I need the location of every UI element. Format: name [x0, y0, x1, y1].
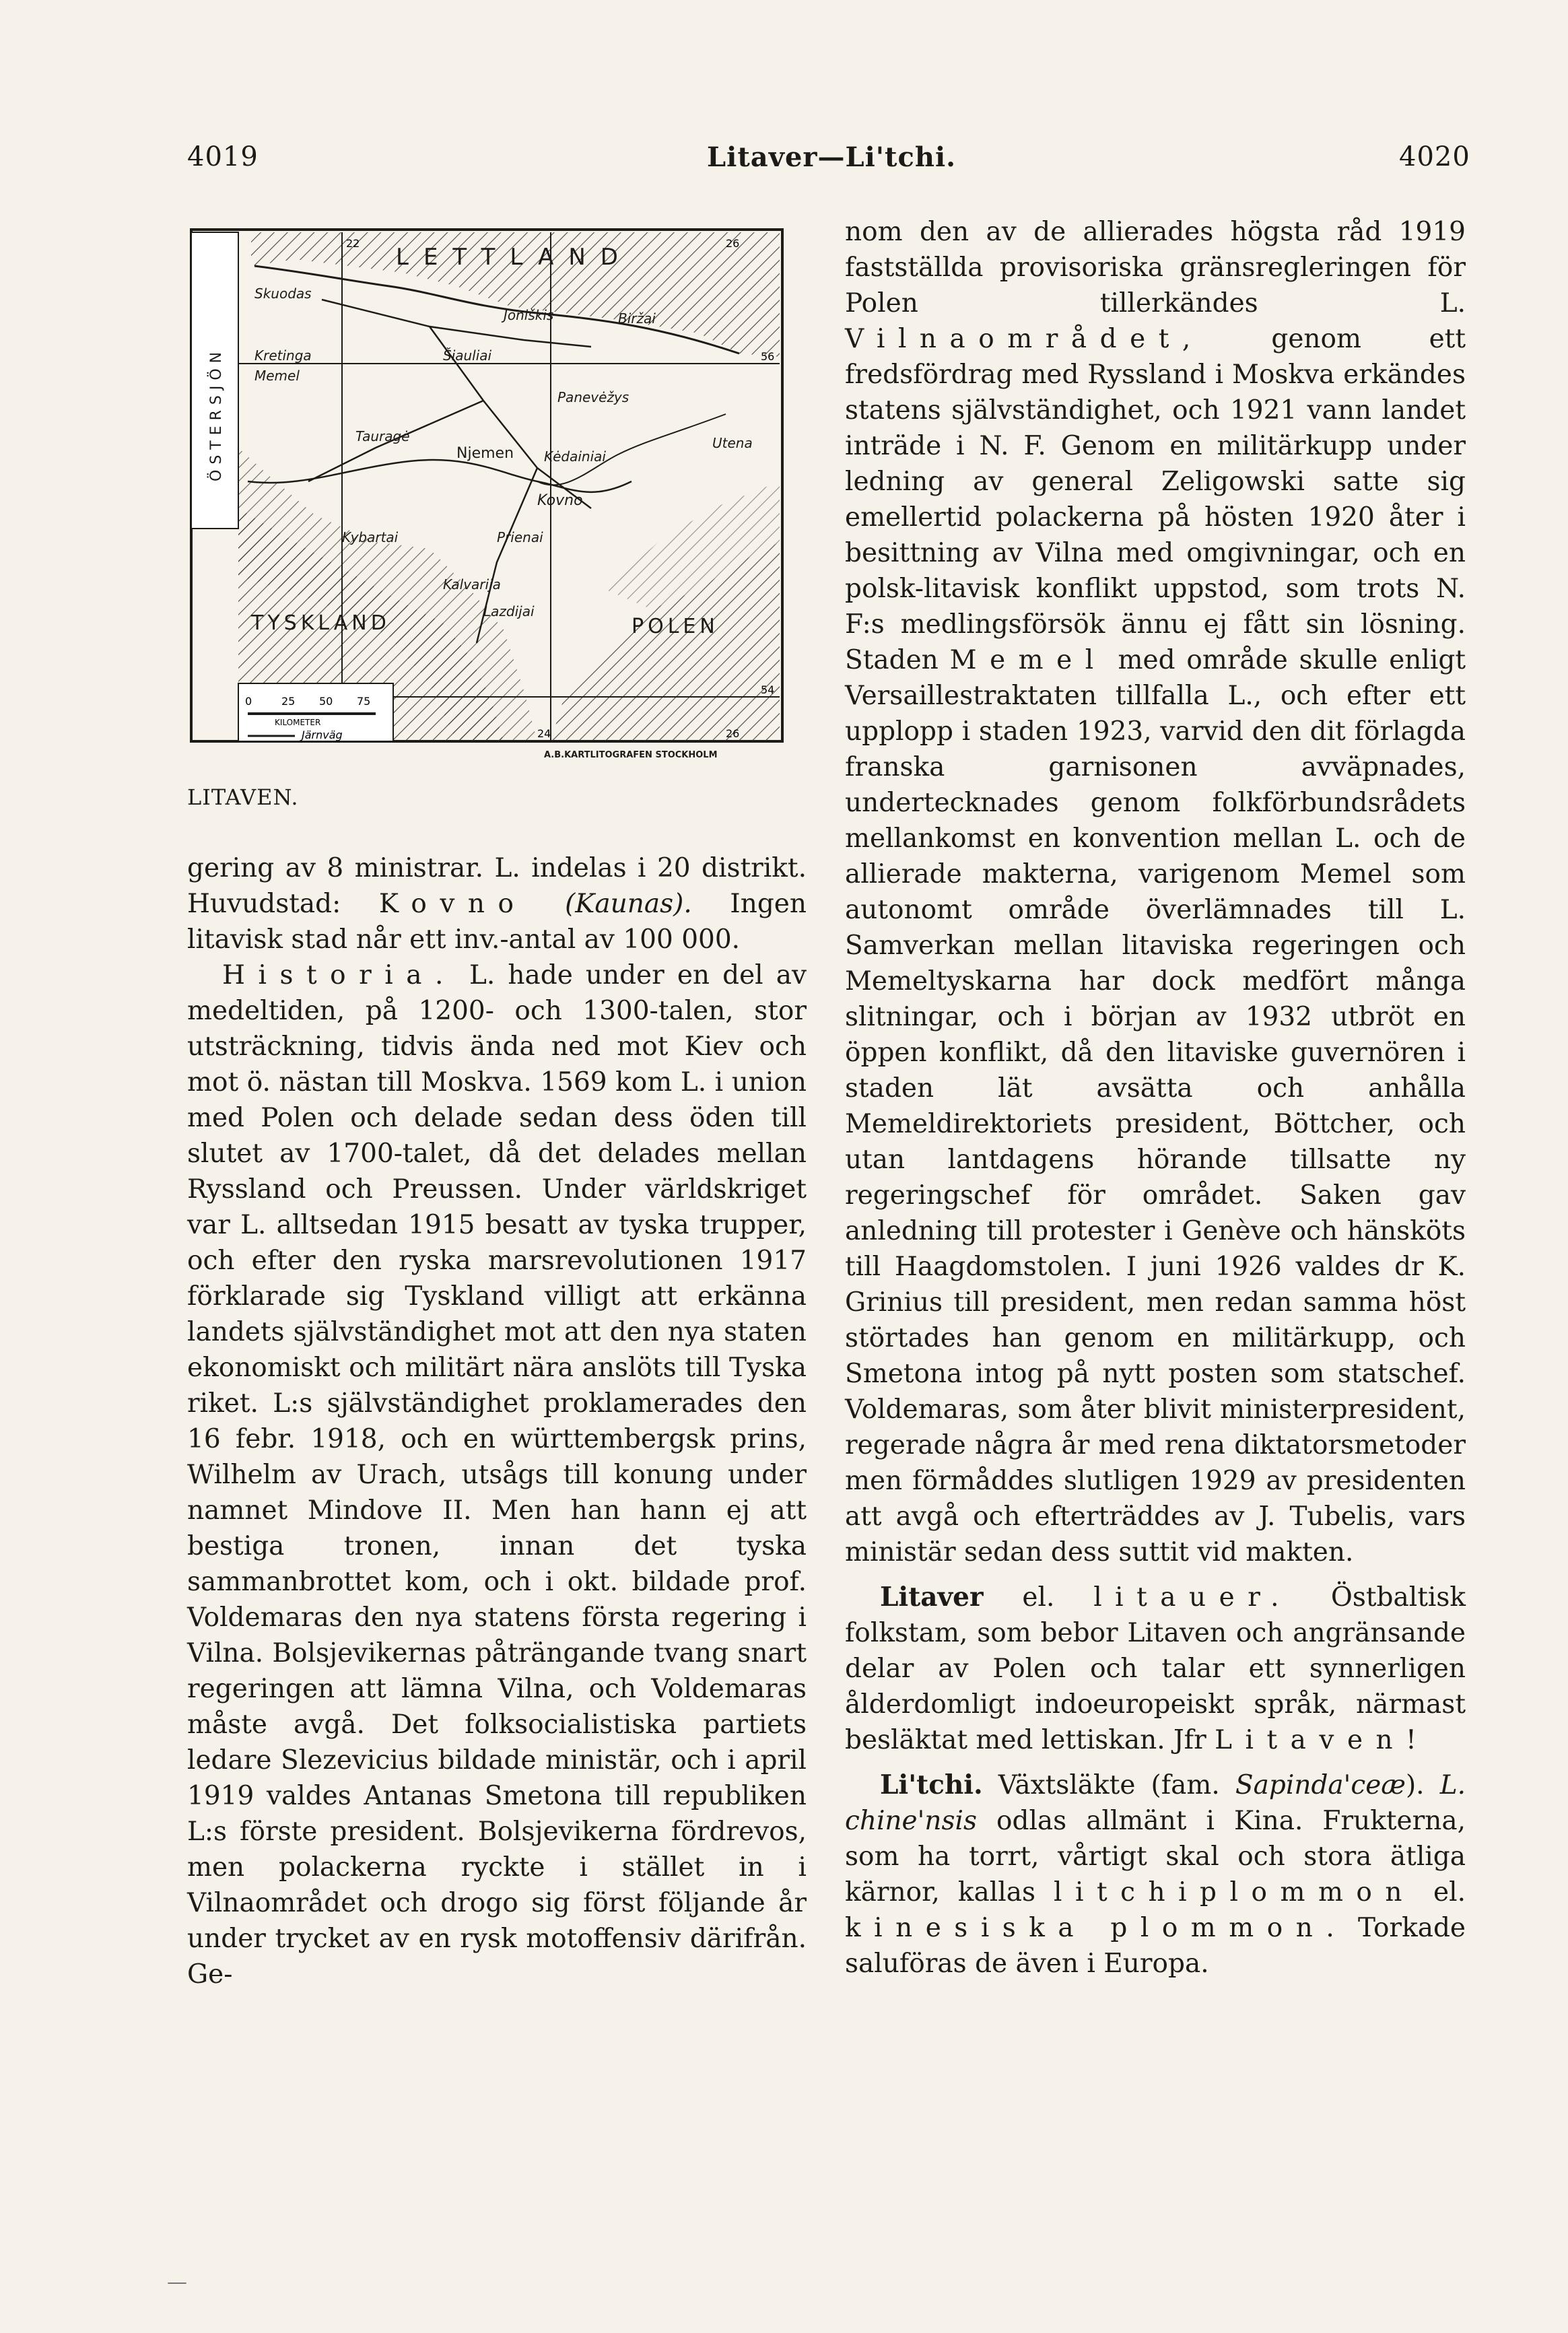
- label-sea: ÖSTERSJÖN: [208, 346, 225, 481]
- spaced-kinesiska-plommon: kinesiska plommon.: [845, 1913, 1348, 1943]
- label-memel: Memel: [254, 368, 300, 384]
- spaced-litauer: litauer.: [1093, 1582, 1293, 1613]
- label-kovno: Kovno: [537, 492, 583, 509]
- spaced-vilnaomradet: Vilnaområdet,: [845, 324, 1204, 354]
- label-kedainiai: Kėdainiai: [544, 448, 606, 465]
- spaced-litaven: Litaven!: [1215, 1725, 1430, 1755]
- label-latvia: LETTLAND: [396, 244, 633, 271]
- map-of-lithuania: [187, 226, 786, 764]
- label-siauliai: Šiauliai: [443, 347, 492, 364]
- map-caption: LITAVEN.: [187, 784, 299, 810]
- label-birzai: Biržai: [618, 310, 656, 327]
- entry-litchi: Li'tchi. Växtsläkte (fam. Sapinda'ceæ). L. chine'nsis odlas allmänt i Kina. Frukterna, som ha torrt, vårtigt skal och stora ätliga kärnor, kallas litchiplommon el. kinesiska plommon. Torkade saluföras de även i Europa.: [845, 1769, 1466, 1979]
- scale-tick-25: 25: [281, 695, 296, 708]
- spaced-memel: Memel: [949, 645, 1107, 675]
- label-njemen: Njemen: [456, 445, 514, 462]
- spaced-litchiplommon: litchiplommon: [1054, 1877, 1416, 1907]
- label-taurage: Tauragė: [355, 428, 410, 444]
- history-paragraph: Historia. L. hade under en del av medeltiden, på 1200- och 1300-talen, stor utsträckning, tidvis ända ned mot Kiev och mot ö. nästan till Moskva. 1569 kom L. i union med Polen och delade sedan dess öden till slutet av 1700-talet, då det delades mellan Ryssland och Preussen. Under världskriget var L. alltsedan 1915 besatt av tyska trupper, och efter den ryska marsrevolutionen 1917 förklarade sig Tyskland villigt att erkänna landets självständighet mot att den nya staten ekonomiskt och militärt nära anslöts till Tyska riket. L:s självständighet proklamerades den 16 febr. 1918, och en württembergsk prins, Wilhelm av Urach, utsågs till konung under namnet Mindove II. Men han hann ej att bestiga tronen, innan det tyska sammanbrottet kom, och i okt. bildade prof. Voldemaras den nya statens första regering i Vilna. Bolsjevikernas påträngande tvang snart regeringen att lämna Vilna, och Voldemaras måste avgå. Det folksocialistiska partiets ledare Slezevicius bildade ministär, och i april 1919 valdes Antanas Smetona till republiken L:s förste president. Bolsjevikerna fördrevos, men polackerna ryckte i stället in i Vilnaområdet och drogo sig först följande år under trycket av en rysk motoffensiv därifrån. Ge-: [187, 960, 807, 1990]
- spaced-kovno: Kovno: [378, 889, 527, 919]
- right-column: [845, 214, 1466, 1982]
- italic-kaunas: (Kaunas).: [565, 889, 692, 919]
- label-germany: TYSKLAND: [251, 611, 390, 635]
- coord-22: 22: [346, 237, 360, 250]
- label-poland: POLEN: [632, 615, 719, 638]
- left-column: [187, 850, 807, 1992]
- label-utena: Utena: [712, 435, 753, 451]
- label-kybartai: Kybartai: [342, 529, 399, 545]
- right-page-number: 4020: [1399, 141, 1470, 172]
- label-kalvarija: Kalvarija: [443, 576, 501, 593]
- headword-litaver: Litaver: [880, 1582, 984, 1613]
- map-credit: A.B.KARTLITOGRAFEN STOCKHOLM: [544, 750, 718, 760]
- coord-26: 26: [726, 237, 740, 250]
- coord-26-bottom: 26: [726, 727, 740, 740]
- coord-24: 24: [537, 727, 551, 740]
- scale-unit: KILOMETER: [275, 718, 321, 727]
- scale-tick-0: 0: [245, 695, 252, 708]
- label-kretinga: Kretinga: [254, 347, 312, 364]
- scale-tick-50: 50: [319, 695, 333, 708]
- left-paragraph-1: gering av 8 ministrar. L. indelas i 20 distrikt. Huvudstad: Kovno (Kaunas). Ingen litavisk stad når ett inv.-antal av 100 000.: [187, 853, 807, 955]
- label-prienai: Prienai: [497, 529, 543, 545]
- scale-legend-railway: Järnväg: [302, 729, 343, 741]
- corner-mark: —: [167, 2270, 187, 2294]
- label-skuodas: Skuodas: [254, 285, 312, 302]
- label-lazdijai: Lazdijai: [483, 603, 535, 619]
- coord-54: 54: [761, 683, 775, 696]
- scale-tick-75: 75: [357, 695, 371, 708]
- headword-litchi: Li'tchi.: [880, 1769, 983, 1800]
- entry-litaver: Litaver el. litauer. Östbaltisk folkstam, som bebor Litaven och angränsande delar av Polen och talar ett synnerligen ålderdomligt indoeuropeiskt språk, närmast besläktat med lettiskan. Jfr Litaven!: [845, 1582, 1466, 1755]
- running-head: Litaver—Li'tchi.: [707, 141, 957, 173]
- coord-56: 56: [761, 350, 775, 363]
- label-joniskis: Joniškis: [504, 307, 554, 323]
- spaced-historia: Historia.: [222, 960, 456, 990]
- right-paragraph-1: nom den av de allierades högsta råd 1919 fastställda provisoriska gränsregleringen för Polen tillerkändes L. Vilnaområdet, genom ett fredsfördrag med Ryssland i Moskva erkändes statens självständighet, och 1921 vann landet inträde i N. F. Genom en militärkupp under ledning av general Zeligowski satte sig emellertid polackerna på hösten 1920 åter i besittning av Vilna med omgivningar, och en polsk-litavisk konflikt uppstod, som trots N. F:s medlingsförsök ännu ej fått sin lösning. Staden Memel med område skulle enligt Versaillestraktaten tillfalla L., och efter ett upplopp i staden 1923, varvid den dit förlagda franska garnisonen avväpnades, undertecknades genom folkförbundsrådets mellankomst en konvention mellan L. och de allierade makterna, varigenom Memel som autonomt område överlämnades till L. Samverkan mellan litaviska regeringen och Memeltyskarna har dock medfört många slitningar, och i början av 1932 utbröt en öppen konflikt, då den litaviske guvernören i staden lät avsätta och anhålla Memeldirektoriets president, Böttcher, och utan lantdagens hörande tillsatte ny regeringschef för området. Saken gav anledning till protester i Genève och hänsköts till Haagdomstolen. I juni 1926 valdes dr K. Grinius till president, men redan samma höst störtades han genom en militärkupp, och Smetona intog på nytt posten som statschef. Voldemaras, som åter blivit ministerpresident, regerade några år med rena diktatorsmetoder men förmåddes slutligen 1929 av presidenten att avgå och efterträddes av J. Tubelis, vars ministär sedan dess suttit vid makten.: [845, 217, 1466, 1567]
- left-page-number: 4019: [187, 141, 259, 172]
- label-panevezys: Panevėžys: [557, 389, 629, 405]
